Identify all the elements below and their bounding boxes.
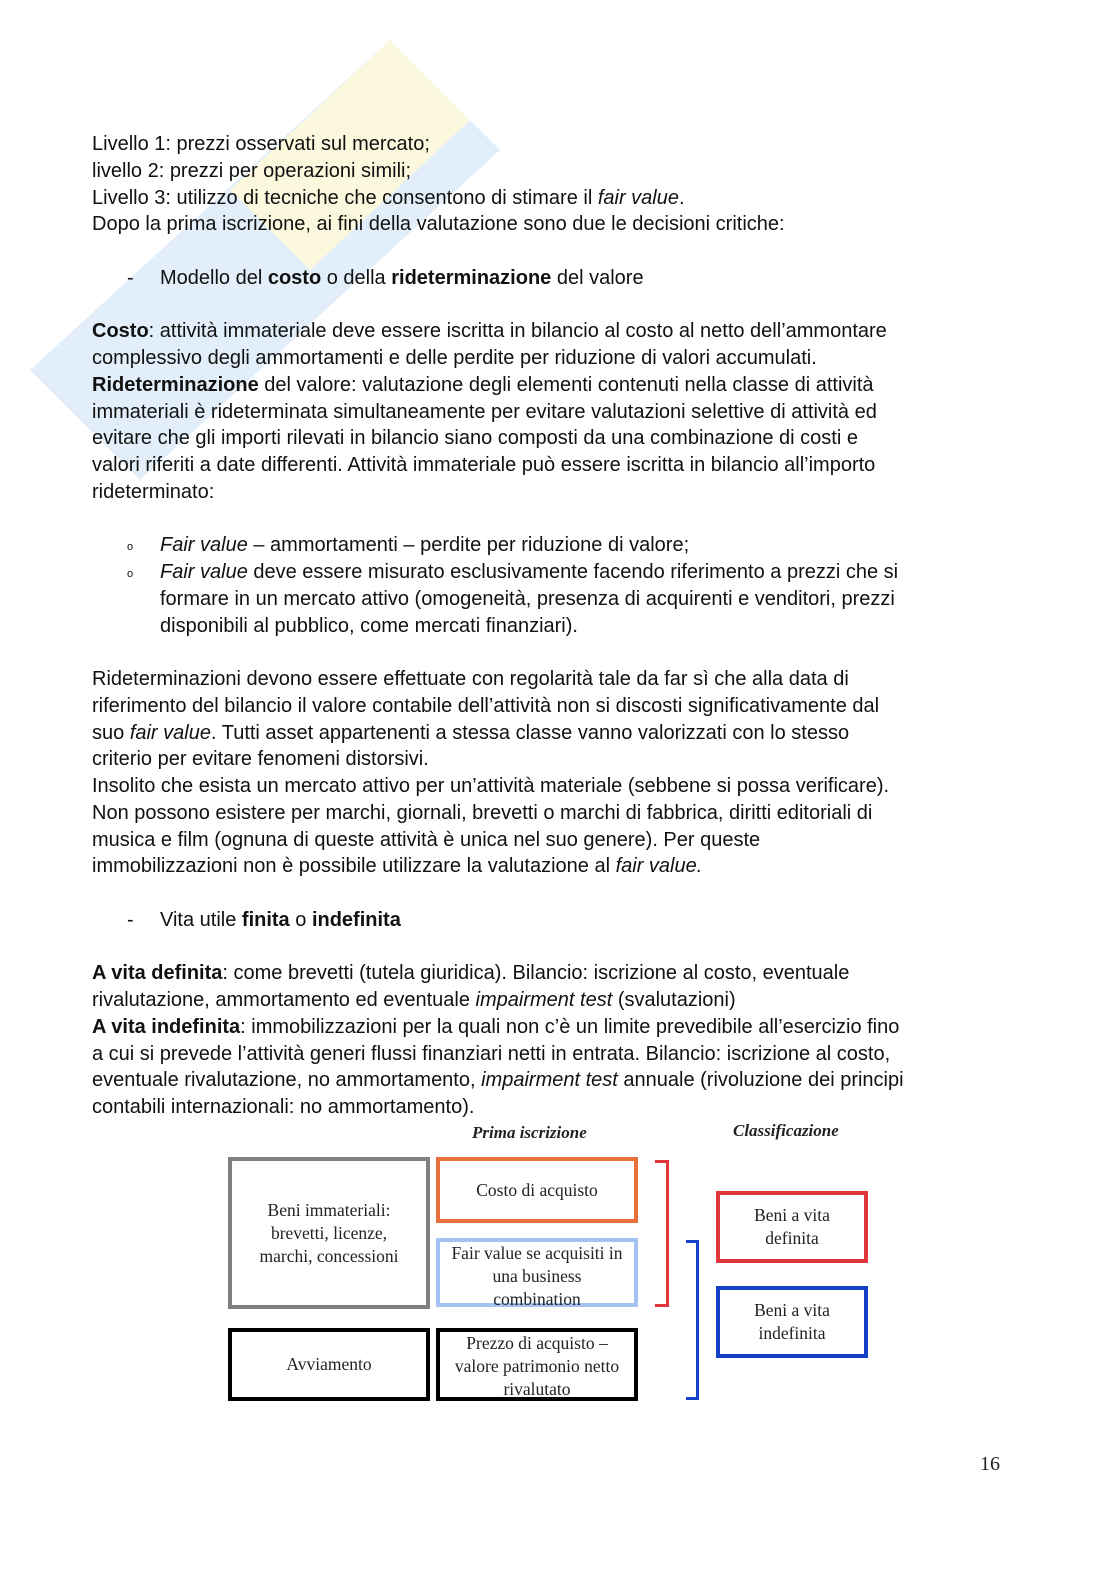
text-line (92, 720, 1052, 747)
text-run: complessivo degli ammortamenti e delle perdite per riduzione di valori accumulati. (92, 347, 817, 369)
blank-line (92, 880, 1052, 907)
text-run: Modello del (160, 266, 268, 289)
text-line (92, 318, 1052, 345)
text-run: o della (321, 266, 392, 289)
text-run: Livello 1: prezzi osservati sul mercato; (92, 133, 430, 155)
text-line (92, 211, 1052, 238)
italic-text: Fair value (160, 561, 248, 583)
text-line (92, 479, 1052, 506)
text-line (92, 693, 1052, 720)
bold-text: rideterminazione (391, 266, 552, 289)
box-prezzo-acquisto: Prezzo di acquisto – valore patrimonio netto rivalutato (436, 1328, 638, 1401)
text-run: rivalutazione, ammortamento ed eventuale (92, 989, 476, 1011)
text-run: del valore: valutazione degli elementi contenuti nella classe di attività (258, 373, 874, 396)
bold-text: Rideterminazione (92, 373, 259, 396)
bold-text: indefinita (311, 908, 401, 931)
text-run: suo (92, 721, 130, 744)
text-line (92, 1094, 1052, 1121)
italic-text: impairment test (481, 1069, 618, 1092)
dash-bullet: - (127, 266, 134, 289)
text-run: formare in un mercato attivo (omogeneità, presenza di acquirenti e venditori, prezzi (160, 587, 895, 610)
text-line (92, 158, 1052, 185)
blank-line (92, 934, 1052, 961)
box-costo-acquisto: Costo di acquisto (436, 1157, 638, 1223)
text-run: eventuale rivalutazione, no ammortamento, (92, 1069, 482, 1092)
bracket-red (655, 1160, 669, 1307)
text-run: Dopo la prima iscrizione, ai fini della valutazione sono due le decisioni critiche: (92, 213, 785, 236)
bold-text: A vita definita (92, 962, 223, 985)
text-line (92, 452, 1052, 479)
text-run: Vita utile (160, 908, 242, 931)
text-run: Livello 3: utilizzo di tecniche che consentono di stimare il (92, 186, 598, 209)
text-line (92, 746, 1052, 773)
italic-text: Fair value (160, 534, 248, 557)
bracket-blue (686, 1240, 699, 1400)
box-avviamento: Avviamento (228, 1328, 430, 1401)
text-line (92, 425, 1052, 452)
text-run: a cui si prevede l’attività generi flussi finanziari netti in entrata. Bilancio: iscrizione al costo, (92, 1042, 891, 1065)
italic-text: fair value (597, 186, 679, 209)
italic-text: fair value (129, 721, 211, 744)
text-line (92, 666, 1052, 693)
header-prima-iscrizione: Prima iscrizione (472, 1123, 587, 1142)
text-run: deve essere misurato esclusivamente facendo riferimento a prezzi che si (247, 561, 899, 583)
text-line (92, 559, 1052, 586)
text-line (92, 1067, 1052, 1094)
text-run: . (678, 186, 685, 209)
text-run: disponibili al pubblico, come mercati finanziari). (160, 614, 578, 637)
box-fair-value: Fair value se acquisiti in una business combination (436, 1238, 638, 1307)
text-line (92, 1014, 1052, 1041)
italic-text: impairment test (475, 989, 613, 1011)
text-run: . Tutti asset appartenenti a stessa classe vanno valorizzati con lo stesso (210, 721, 850, 744)
text-run: musica e film (ognuna di queste attività è unica nel suo genere). Per queste (92, 828, 761, 851)
dash-bullet: - (127, 908, 134, 931)
text-line (92, 345, 1052, 372)
bold-text: costo (267, 266, 322, 289)
text-run: del valore (551, 266, 644, 289)
text-line (92, 399, 1052, 426)
box-beni-immateriali: Beni immateriali: brevetti, licenze, marchi, concessioni (228, 1157, 430, 1309)
box-vita-indefinita: Beni a vita indefinita (716, 1286, 868, 1358)
blank-line (92, 292, 1052, 319)
text-line (92, 773, 1052, 800)
circle-bullet-icon: o (127, 568, 134, 580)
bold-text: finita (241, 908, 290, 931)
blank-line (92, 639, 1052, 666)
text-line (92, 613, 1052, 640)
text-run: – ammortamenti – perdite per riduzione di valore; (247, 534, 690, 557)
document-body (92, 131, 1052, 1121)
text-line (92, 372, 1052, 399)
text-run: Non possono esistere per marchi, giornali, brevetti o marchi di fabbrica, diritti editoriali di (92, 801, 873, 824)
text-run: : come brevetti (tutela giuridica). Bilancio: iscrizione al costo, eventuale (222, 962, 850, 985)
page-number: 16 (980, 1453, 1000, 1475)
text-line (92, 827, 1052, 854)
text-run: annuale (rivoluzione dei principi (617, 1069, 904, 1092)
text-run: riferimento del bilancio il valore contabile dell’attività non si discosti significativamente dal (92, 694, 880, 717)
text-run: valori riferiti a date differenti. Attività immateriale può essere iscritta in bilancio all’importo (92, 454, 876, 476)
text-line (92, 185, 1052, 212)
text-run: (svalutazioni) (612, 989, 736, 1011)
text-run: contabili internazionali: no ammortamento). (92, 1096, 475, 1118)
text-run: immateriali è rideterminata simultaneamente per evitare valutazioni selettive di attività ed (92, 400, 877, 423)
header-classificazione: Classificazione (733, 1121, 839, 1140)
bold-text: Costo (92, 320, 149, 343)
text-line (92, 907, 1052, 934)
text-line (92, 131, 1052, 158)
text-run: Rideterminazioni devono essere effettuate con regolarità tale da far sì che alla data di (92, 668, 849, 690)
box-vita-definita: Beni a vita definita (716, 1191, 868, 1263)
text-line (92, 960, 1052, 987)
text-run: : attività immateriale deve essere iscritta in bilancio al costo al netto dell’ammontare (148, 320, 887, 343)
text-line (92, 800, 1052, 827)
text-run: immobilizzazioni non è possibile utilizzare la valutazione al (92, 855, 616, 878)
text-run: criterio per evitare fenomeni distorsivi. (92, 748, 429, 771)
circle-bullet-icon: o (127, 541, 134, 554)
text-run: o (289, 908, 312, 931)
text-line (92, 853, 1052, 880)
text-line (92, 1041, 1052, 1068)
blank-line (92, 238, 1052, 265)
text-run: : immobilizzazioni per la quali non c’è un limite prevedibile all’esercizio fino (240, 1015, 900, 1038)
bold-text: A vita indefinita (92, 1015, 241, 1038)
blank-line (92, 506, 1052, 533)
text-run: evitare che gli importi rilevati in bilancio siano composti da una combinazione di costi e (92, 427, 858, 450)
text-run: Insolito che esista un mercato attivo per un’attività materiale (sebbene si possa verificare). (92, 775, 890, 797)
text-line (92, 586, 1052, 613)
text-line (92, 532, 1052, 559)
italic-text: fair value. (615, 855, 703, 878)
text-run: livello 2: prezzi per operazioni simili; (92, 159, 412, 182)
text-line (92, 987, 1052, 1014)
text-line (92, 265, 1052, 292)
text-run: rideterminato: (92, 480, 215, 503)
